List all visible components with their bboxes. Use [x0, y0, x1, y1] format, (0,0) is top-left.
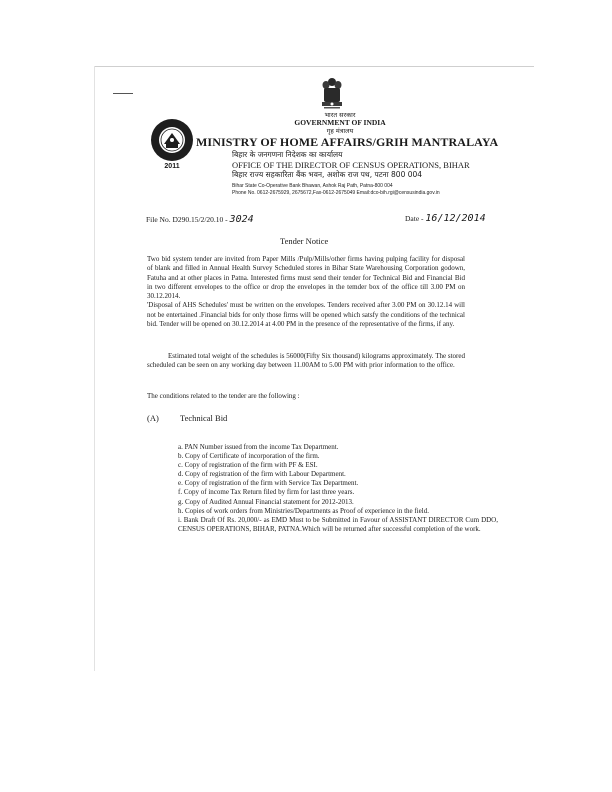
tender-envelope-text: 'Disposal of AHS Schedules' must be written on the envelopes. Tenders received after 3.00 PM on 30.12.14 will not be entertained .Financial bids for only those firms will be opened which satsfy the conditions of the technical bid. Tender will be opened on 30.12.2014 at 4.00 PM in the presence of the representative of the firms, if any.: [147, 301, 465, 329]
weight-paragraph: Estimated total weight of the schedules is 56000(Fifty Six thousand) kilograms approximately. The stored scheduled can be seen on any working day between 11.00AM to 5.00 PM with prior information to the office.: [147, 352, 465, 370]
office-heading: OFFICE OF THE DIRECTOR OF CENSUS OPERATIONS, BIHAR: [232, 160, 470, 170]
list-item: f. Copy of income Tax Return filed by firm for last three years.: [178, 488, 355, 497]
list-item: i. Bank Draft Of Rs. 20,000/- as EMD Must to be Submitted in Favour of ASSISTANT DIRECTOR Cum DDO, CENSUS OPERATIONS, BIHAR, PATNA.Which will be returned after successful completion of the work.: [178, 515, 498, 533]
conditions-intro: The conditions related to the tender are the following :: [147, 392, 300, 400]
list-item: d. Copy of registration of the firm with Labour Department.: [178, 470, 346, 479]
list-item: e. Copy of registration of the firm with Service Tax Department.: [178, 479, 359, 488]
list-item: a. PAN Number issued from the income Tax Department.: [178, 443, 339, 451]
ministry-heading: MINISTRY OF HOME AFFAIRS/GRIH MANTRALAYA: [196, 135, 499, 149]
file-number-handwritten: 3024: [229, 214, 254, 225]
scan-edge-top: [94, 66, 534, 67]
file-number-label: File No. D290.15/2/20.10 -: [146, 215, 228, 224]
office-address: Bihar State Co-Operative Bank Bhawan, Ashok Raj Path, Patna-800 004: [232, 183, 393, 189]
list-item: b. Copy of Certificate of incorporation of the firm.: [178, 452, 320, 461]
technical-bid-heading: [147, 413, 227, 423]
date-label: Date -: [405, 214, 424, 223]
date-handwritten: 16/12/2014: [425, 213, 486, 224]
seal-year: 2011: [164, 163, 180, 170]
list-item: c. Copy of registration of the firm with PF & ESI.: [178, 461, 318, 470]
census-of-india-seal-icon: [150, 118, 194, 162]
tender-intro-text: Two bid system tender are invited from Paper Mills /Pulp/Mills/other firms having pulping facility for disposal of blank and filled in Annual Health Survey Scheduled stores in Bihar State Warehousing Corporation godown, Fatuha and at other places in Patna. Interested firms must send their tender for Technical Bid and Financial Bid in two different envelopes to the office or drop the envelopes in the temder box of the office till 3.00 PM on 30.12.2014.: [147, 255, 465, 301]
government-of-india: GOVERNMENT OF INDIA: [294, 118, 386, 127]
hindi-office-line: बिहार के जनगणना निदेशक का कार्यालय: [232, 150, 343, 159]
stray-pen-mark: [113, 93, 133, 94]
national-emblem-icon: [318, 76, 346, 110]
section-label: (A): [147, 413, 159, 423]
list-item: h. Copies of work orders from Ministries/Departments as Proof of experience in the field.: [178, 506, 429, 515]
file-number: [146, 214, 254, 225]
tender-intro-paragraph: [147, 255, 465, 329]
hindi-address-line: बिहार राज्य सहकारिता बैंक भवन, अशोक राज पथ, पटना 800 004: [232, 170, 423, 179]
date-line: [405, 213, 486, 224]
section-title: Technical Bid: [179, 413, 228, 423]
technical-bid-list: [178, 443, 498, 534]
hindi-government-line: भारत सरकार: [324, 111, 356, 119]
list-item: g. Copy of Audited Annual Financial statement for 2012-2013.: [178, 497, 354, 506]
notice-title: Tender Notice: [280, 236, 329, 246]
hindi-ministry-line: गृह मंत्रालय: [326, 127, 354, 135]
scan-edge-left: [94, 66, 95, 671]
office-contact: Phone No. 0612-2675929, 2675672,Fax-0612-2675049 Email:dco-bih.rgi@censusindia.gov.in: [232, 190, 440, 196]
